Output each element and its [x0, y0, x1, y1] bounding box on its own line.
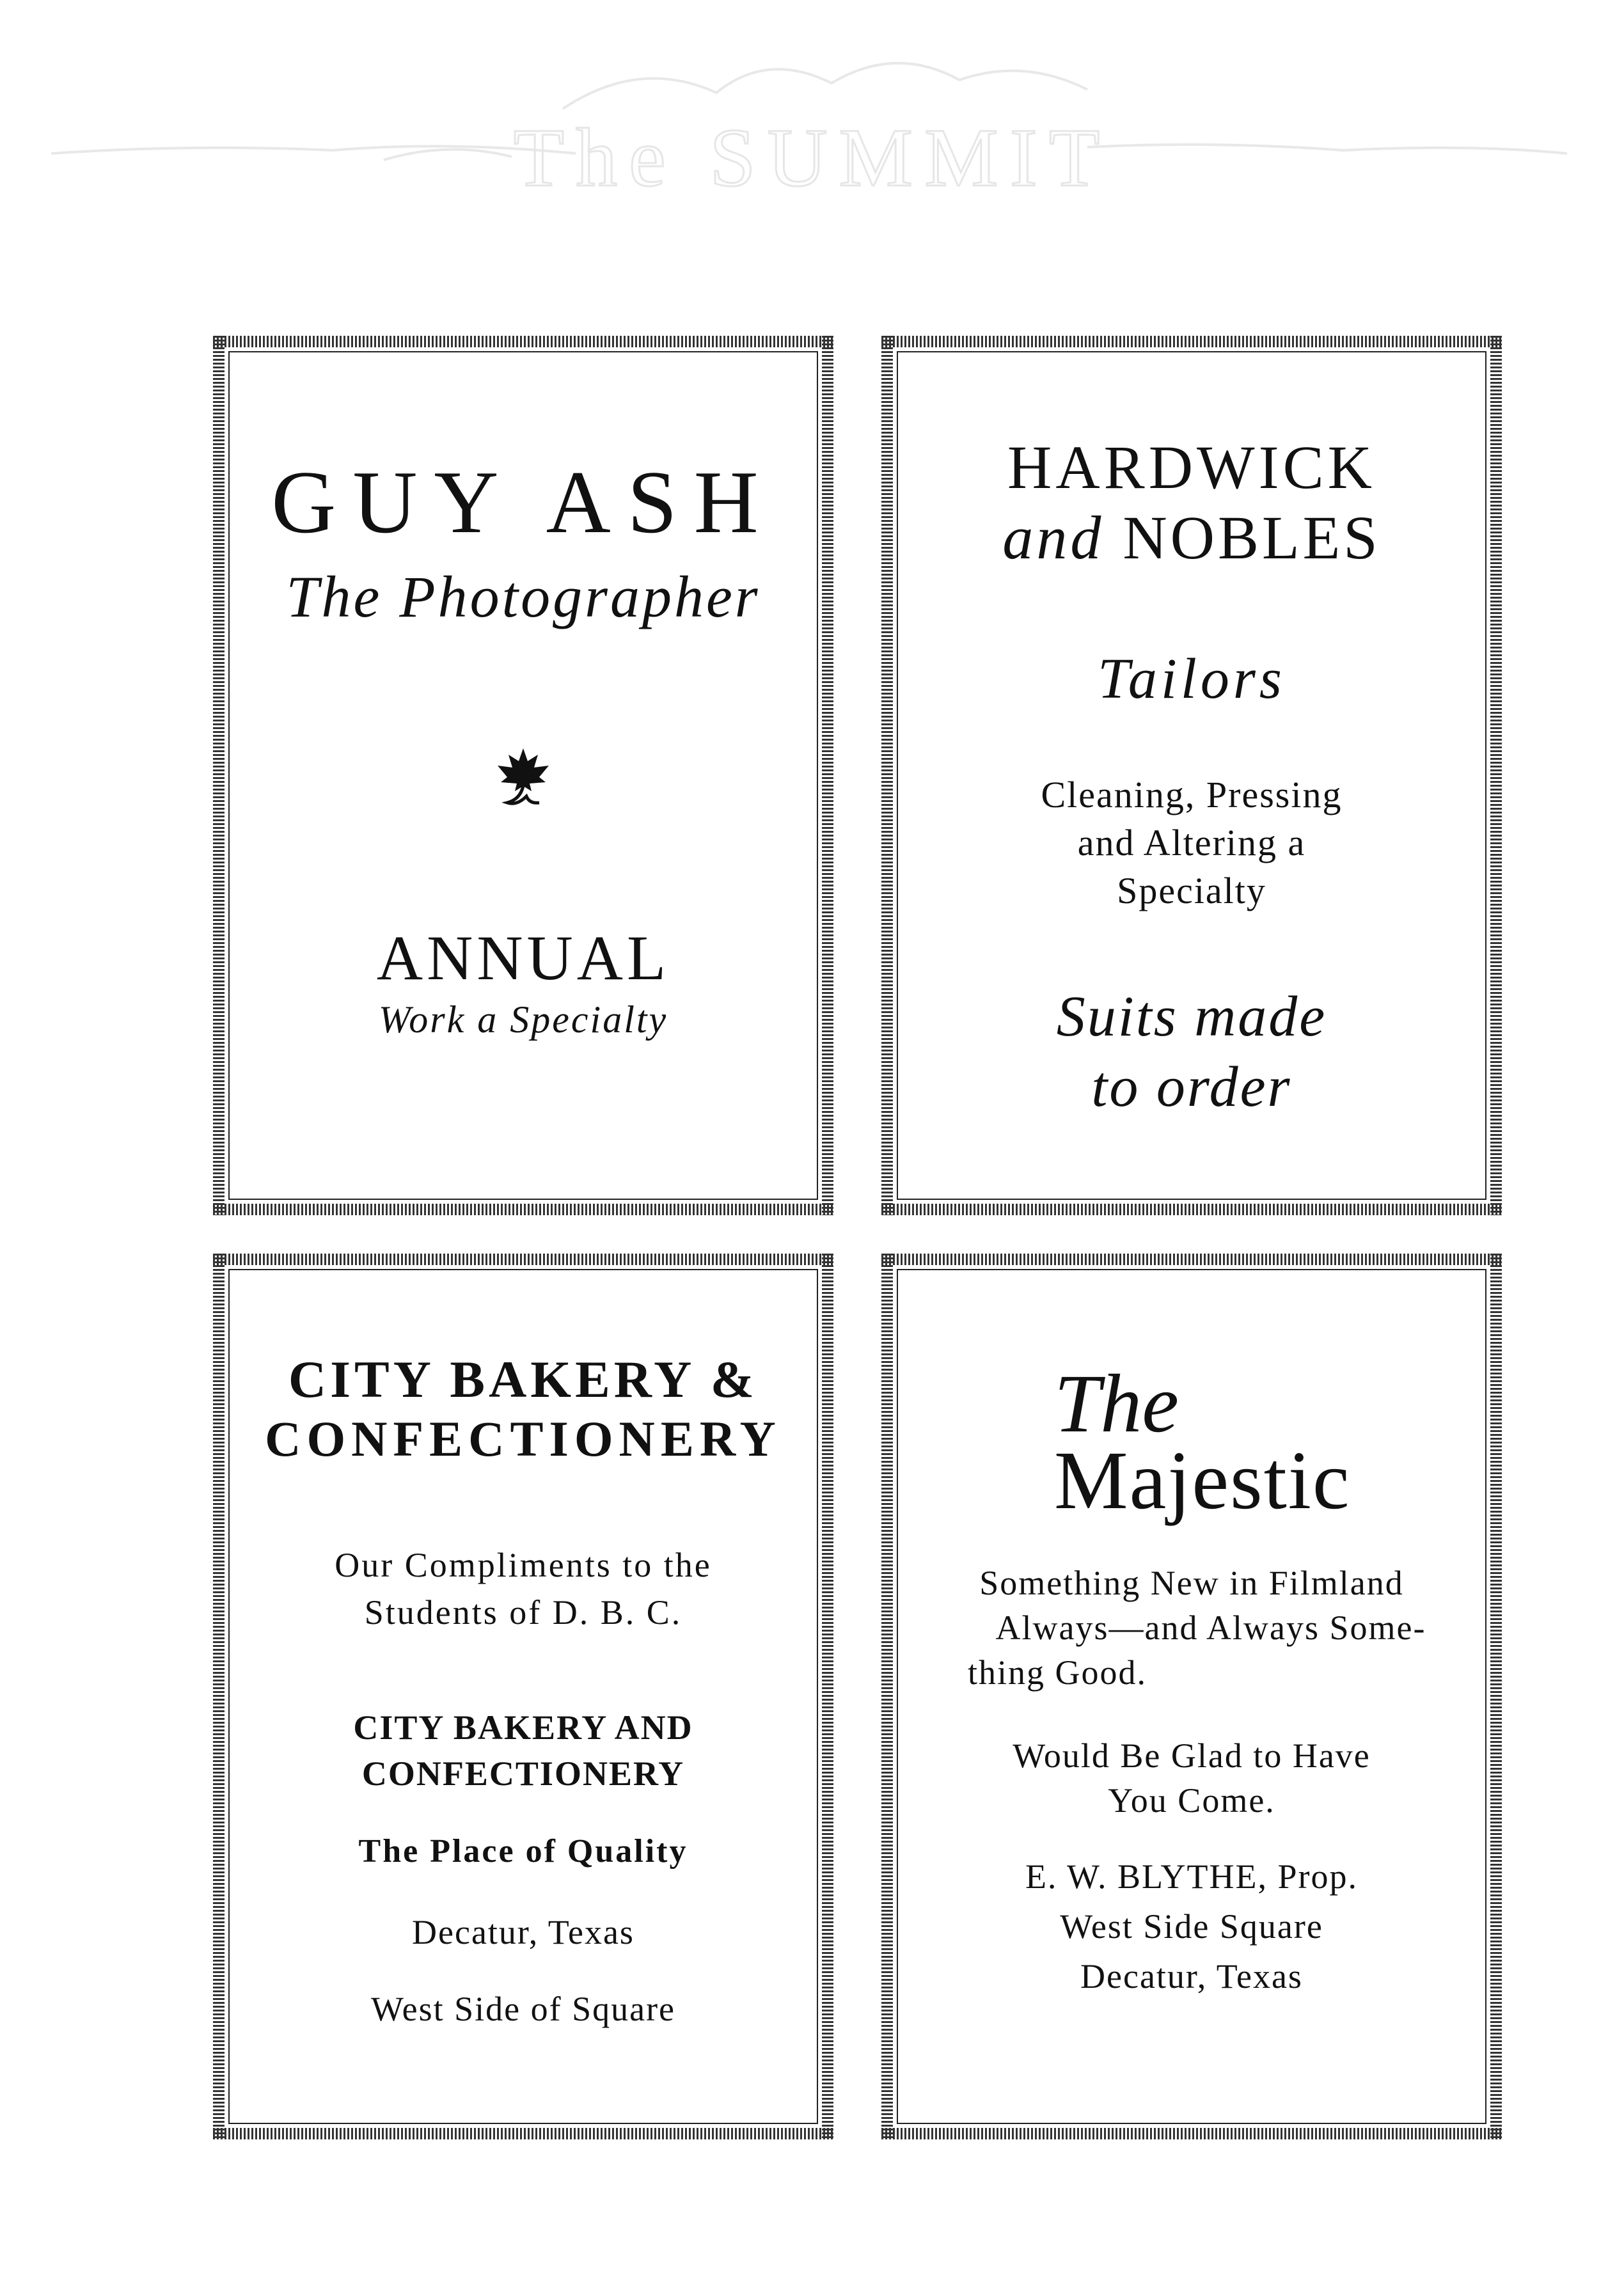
- business-name-line2: and NOBLES: [1002, 503, 1381, 572]
- theater-name-the: The: [1054, 1358, 1179, 1450]
- masthead-title: The SUMMIT: [513, 112, 1112, 204]
- ad-city-bakery: [213, 1254, 833, 2139]
- business-name-line2: CONFECTIONERY: [265, 1411, 782, 1467]
- tagline-line3: thing Good.: [968, 1653, 1147, 1692]
- business-name-line1: HARDWICK: [1007, 433, 1376, 501]
- business-subtitle: The Photographer: [286, 564, 761, 629]
- slogan: The Place of Quality: [358, 1833, 688, 1870]
- location: West Side of Square: [370, 1990, 676, 2028]
- ad-guy-ash: [213, 336, 833, 1215]
- ad-hardwick-nobles: [881, 336, 1502, 1215]
- specialty-subheading: Work a Specialty: [378, 998, 668, 1041]
- compliments-text: Our Compliments to the Students of D. B. C.: [335, 1546, 712, 1632]
- business-name: GUY ASH: [271, 453, 775, 552]
- masthead-emboss: [0, 32, 1624, 224]
- suits-text: Suits made to order: [1056, 985, 1327, 1119]
- business-name-line1: CITY BAKERY &: [288, 1350, 759, 1408]
- specialty-heading: ANNUAL: [376, 922, 670, 993]
- proprietor-info: E. W. BLYTHE, Prop. West Side Square Decatur, Texas: [1025, 1857, 1359, 1996]
- maple-leaf-ornament-icon: [264, 745, 782, 809]
- tagline-line2: Always—and Always Some-: [995, 1609, 1426, 1647]
- trade-label: Tailors: [1098, 647, 1286, 711]
- city: Decatur, Texas: [412, 1913, 635, 1951]
- business-name-repeat: CITY BAKERY AND CONFECTIONERY: [353, 1708, 693, 1793]
- invitation-text: Would Be Glad to Have You Come.: [1013, 1736, 1371, 1820]
- ad-majestic: [881, 1254, 1502, 2139]
- tagline-line1: Something New in Filmland: [979, 1564, 1404, 1602]
- services-text: Cleaning, Pressing and Altering a Specialty: [1041, 774, 1343, 911]
- theater-name: Majestic: [1054, 1435, 1351, 1527]
